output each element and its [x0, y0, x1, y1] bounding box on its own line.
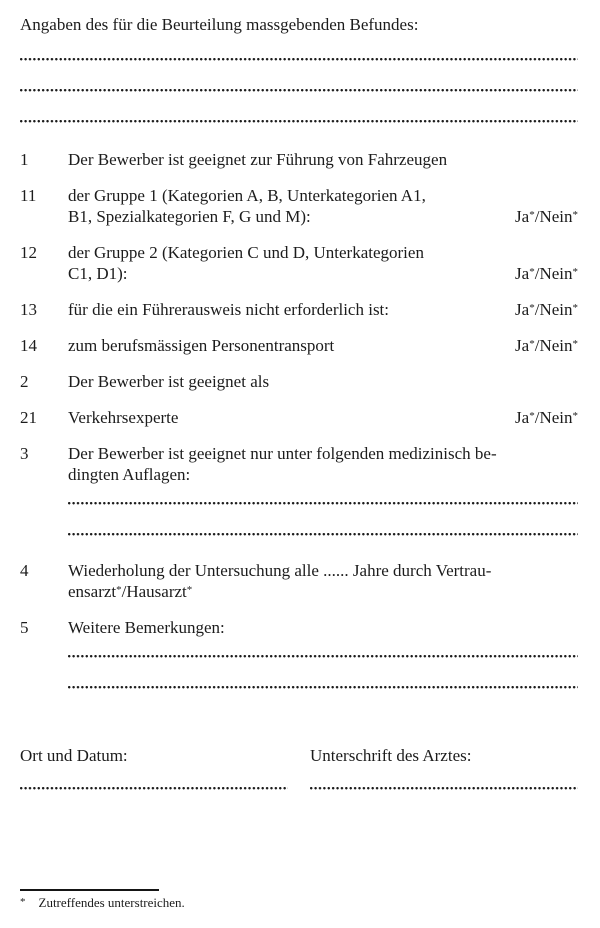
item-number: 2 — [20, 372, 29, 391]
signature-section — [20, 745, 578, 790]
form-item-2 — [20, 371, 578, 392]
yes-no-choice — [505, 263, 578, 284]
text-part: ensarzt — [68, 582, 117, 601]
item-text-line: der Gruppe 2 (Kategorien C und D, Unterkategorien — [68, 243, 424, 262]
yes-no-choice — [505, 299, 578, 320]
nein-label: Nein — [539, 408, 573, 427]
item-text-line: Verkehrsexperte — [68, 408, 179, 427]
item-text — [68, 371, 578, 392]
asterisk-mark: * — [529, 208, 535, 221]
conditions-fill-line-2 — [68, 532, 578, 536]
asterisk-mark: * — [186, 583, 193, 596]
nein-label: Nein — [539, 207, 573, 226]
asterisk-mark: * — [529, 337, 535, 350]
item-text-line: C1, D1): — [68, 264, 128, 283]
ja-label: Ja — [515, 207, 530, 226]
remarks-fill-line-2 — [68, 685, 578, 689]
item-text — [68, 335, 505, 356]
doctor-signature-line — [310, 786, 578, 790]
form-item-13 — [20, 299, 578, 320]
ja-label: Ja — [515, 300, 530, 319]
findings-heading: Angaben des für die Beurteilung massgebenden Befundes: — [20, 15, 419, 34]
item-text-line: der Gruppe 1 (Kategorien A, B, Unterkategorien A1, — [68, 186, 426, 205]
item-text — [68, 149, 578, 170]
slash-separator: / — [534, 408, 540, 427]
slash-separator: / — [534, 207, 540, 226]
item-text-line: dingten Auflagen: — [68, 465, 191, 484]
form-item-14 — [20, 335, 578, 356]
item-number: 14 — [20, 336, 37, 355]
item-number: 1 — [20, 150, 29, 169]
nein-label: Nein — [539, 300, 573, 319]
item-number: 3 — [20, 444, 29, 463]
asterisk-mark: * — [572, 208, 578, 221]
form-item-1 — [20, 149, 578, 170]
findings-fill-line-3 — [20, 119, 578, 123]
form-item-21 — [20, 407, 578, 428]
place-date-label: Ort und Datum: — [20, 746, 128, 765]
item-text-line — [68, 581, 578, 602]
doctor-signature-column — [310, 745, 578, 790]
item-text-line: Der Bewerber ist geeignet nur unter folgenden medizinisch be- — [68, 444, 497, 463]
asterisk-mark: * — [116, 583, 122, 596]
item-text-line: Der Bewerber ist geeignet zur Führung von Fahrzeugen — [68, 150, 448, 169]
footnote — [20, 895, 578, 912]
item-text — [68, 617, 578, 638]
item-text — [68, 443, 578, 485]
place-date-line — [20, 786, 288, 790]
form-item-3 — [20, 443, 578, 485]
ja-label: Ja — [515, 264, 530, 283]
place-date-column — [20, 745, 288, 790]
ja-label: Ja — [515, 408, 530, 427]
item-number: 13 — [20, 300, 37, 319]
item-text-line: Weitere Bemerkungen: — [68, 618, 225, 637]
item-number: 5 — [20, 618, 29, 637]
item-number: 12 — [20, 243, 37, 262]
item-text — [68, 299, 505, 320]
slash-separator: / — [534, 336, 540, 355]
footnote-text: Zutreffendes unterstreichen. — [38, 895, 185, 910]
item-text-line: Wiederholung der Untersuchung alle ...... Jahre durch Vertrau- — [68, 561, 492, 580]
asterisk-mark: * — [529, 409, 535, 422]
text-part: /Hausarzt — [121, 582, 187, 601]
doctor-signature-label: Unterschrift des Arztes: — [310, 746, 472, 765]
form-item-11 — [20, 185, 578, 227]
yes-no-choice — [505, 206, 578, 227]
item-text-line: zum berufsmässigen Personentransport — [68, 336, 335, 355]
conditions-fill-line-1 — [68, 501, 578, 505]
slash-separator: / — [534, 300, 540, 319]
form-item-5 — [20, 617, 578, 638]
item-text — [68, 407, 505, 428]
findings-fill-line-2 — [20, 88, 578, 92]
nein-label: Nein — [539, 336, 573, 355]
item-text-line: für die ein Führerausweis nicht erforderlich ist: — [68, 300, 390, 319]
item-number: 4 — [20, 561, 29, 580]
footnote-separator — [20, 889, 159, 891]
form-item-4 — [20, 560, 578, 602]
asterisk-mark: * — [529, 265, 535, 278]
yes-no-choice — [505, 335, 578, 356]
yes-no-choice — [505, 407, 578, 428]
findings-fill-line-1 — [20, 57, 578, 61]
asterisk-mark: * — [572, 265, 578, 278]
asterisk-mark: * — [572, 409, 578, 422]
item-number: 21 — [20, 408, 37, 427]
remarks-fill-line-1 — [68, 654, 578, 658]
item-text — [68, 242, 505, 284]
item-text-line: Der Bewerber ist geeignet als — [68, 372, 270, 391]
item-text — [68, 185, 505, 227]
asterisk-mark: * — [572, 337, 578, 350]
item-number: 11 — [20, 186, 37, 205]
item-text — [68, 560, 578, 602]
ja-label: Ja — [515, 336, 530, 355]
slash-separator: / — [534, 264, 540, 283]
item-text-line: B1, Spezialkategorien F, G und M): — [68, 207, 311, 226]
footnote-asterisk-mark: * — [20, 895, 26, 908]
asterisk-mark: * — [572, 301, 578, 314]
nein-label: Nein — [539, 264, 573, 283]
asterisk-mark: * — [529, 301, 535, 314]
form-item-12 — [20, 242, 578, 284]
